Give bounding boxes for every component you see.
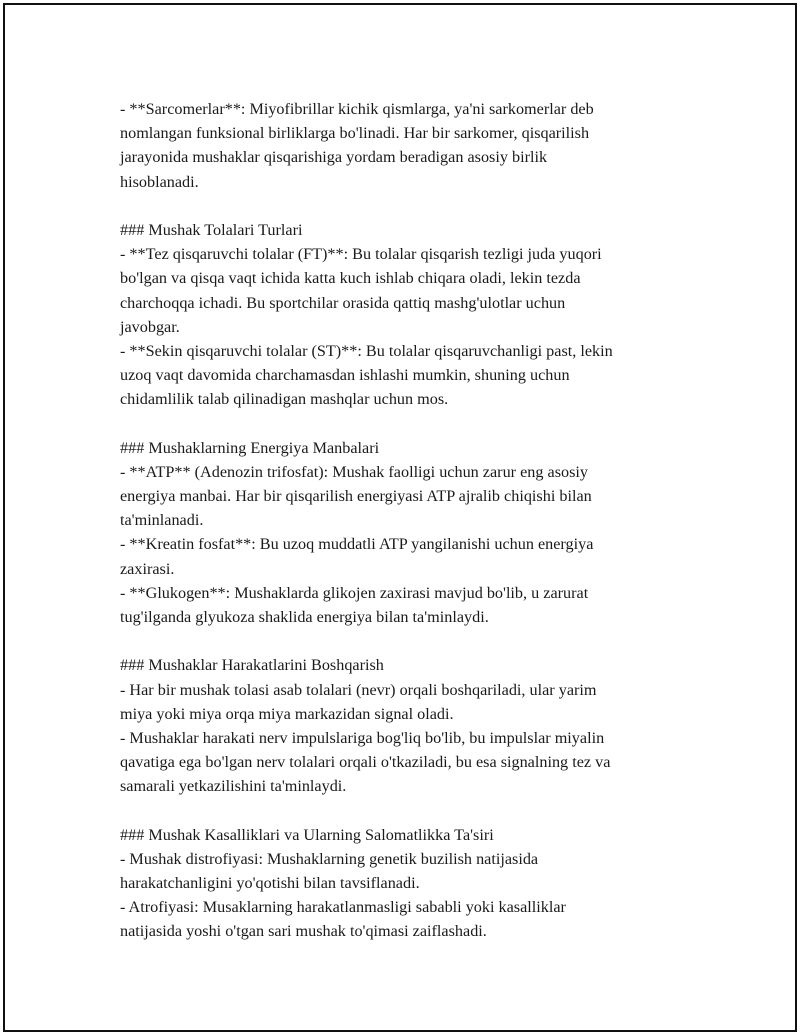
section-energiya-manbalari xyxy=(120,436,710,630)
text-line: - **Sekin qisqaruvchi tolalar (ST)**: Bu tolalar qisqaruvchanligi past, lekin xyxy=(120,341,613,360)
section-heading: ### Mushaklar Harakatlarini Boshqarish xyxy=(120,656,384,675)
paragraph-gap xyxy=(120,411,710,435)
text-line: - **Glukogen**: Mushaklarda glikojen zaxirasi mavjud bo'lib, u zarurat xyxy=(120,583,589,602)
paragraph-gap xyxy=(120,194,710,218)
document-body xyxy=(120,97,710,944)
text-line: - Har bir mushak tolasi asab tolalari (nevr) orqali boshqariladi, ular yarim xyxy=(120,680,597,699)
text-line: bo'lgan va qisqa vaqt ichida katta kuch ishlab chiqara oladi, lekin tezda xyxy=(120,269,581,288)
text-line: - **Kreatin fosfat**: Bu uzoq muddatli ATP yangilanishi uchun energiya xyxy=(120,535,594,554)
text-line: - Mushaklar harakati nerv impulslariga bog'liq bo'lib, bu impulslar miyalin xyxy=(120,728,605,747)
text-line: samarali yetkazilishini ta'minlaydi. xyxy=(120,777,347,796)
text-line: jarayonida mushaklar qisqarishiga yordam beradigan asosiy birlik xyxy=(120,148,548,167)
text-line: nomlangan funksional birliklarga bo'linadi. Har bir sarkomer, qisqarilish xyxy=(120,124,590,143)
text-line: - Mushak distrofiyasi: Mushaklarning genetik buzilish natijasida xyxy=(120,849,539,868)
text-line: javobgar. xyxy=(120,317,180,336)
section-harakatlar-boshqarish xyxy=(120,653,710,798)
text-line: natijasida yoshi o'tgan sari mushak to'qimasi zaiflashadi. xyxy=(120,922,487,941)
section-kasalliklar xyxy=(120,823,710,944)
text-line: harakatchanligini yo'qotishi bilan tavsiflanadi. xyxy=(120,874,420,892)
text-line: charchoqqa ichadi. Bu sportchilar orasida qattiq mashg'ulotlar uchun xyxy=(120,293,566,312)
text-line: energiya manbai. Har bir qisqarilish energiyasi ATP ajralib chiqishi bilan xyxy=(120,487,592,505)
text-line: uzoq vaqt davomida charchamasdan ishlashi mumkin, shuning uchun xyxy=(120,366,570,385)
text-line: chidamlilik talab qilinadigan mashqlar uchun mos. xyxy=(120,390,449,409)
paragraph-gap xyxy=(120,798,710,822)
section-heading: ### Mushak Tolalari Turlari xyxy=(120,220,303,239)
text-line: - **Tez qisqaruvchi tolalar (FT)**: Bu tolalar qisqarish tezligi juda yuqori xyxy=(120,245,602,264)
text-line: qavatiga ega bo'lgan nerv tolalari orqali o'tkaziladi, bu esa signalning tez va xyxy=(120,753,611,772)
section-heading: ### Mushak Kasalliklari va Ularning Salomatlikka Ta'siri xyxy=(120,825,494,844)
text-line: - **Sarcomerlar**: Miyofibrillar kichik qismlarga, ya'ni sarkomerlar deb xyxy=(120,100,594,118)
page-frame xyxy=(3,3,797,1032)
section-heading: ### Mushaklarning Energiya Manbalari xyxy=(120,438,380,457)
paragraph-gap xyxy=(120,629,710,653)
section-tolalar-turlari xyxy=(120,218,710,412)
text-line: tug'ilganda glyukoza shaklida energiya bilan ta'minlaydi. xyxy=(120,607,489,626)
text-line: - Atrofiyasi: Musaklarning harakatlanmasligi sababli yoki kasalliklar xyxy=(120,898,566,917)
text-line: miya yoki miya orqa miya markazidan signal oladi. xyxy=(120,704,454,723)
text-line: - **ATP** (Adenozin trifosfat): Mushak faolligi uchun zarur eng asosiy xyxy=(120,462,588,481)
text-line: ta'minlanadi. xyxy=(120,511,204,530)
text-line: hisoblanadi. xyxy=(120,172,199,191)
paragraph-sarcomerlar xyxy=(120,97,710,194)
text-line: zaxirasi. xyxy=(120,559,175,578)
